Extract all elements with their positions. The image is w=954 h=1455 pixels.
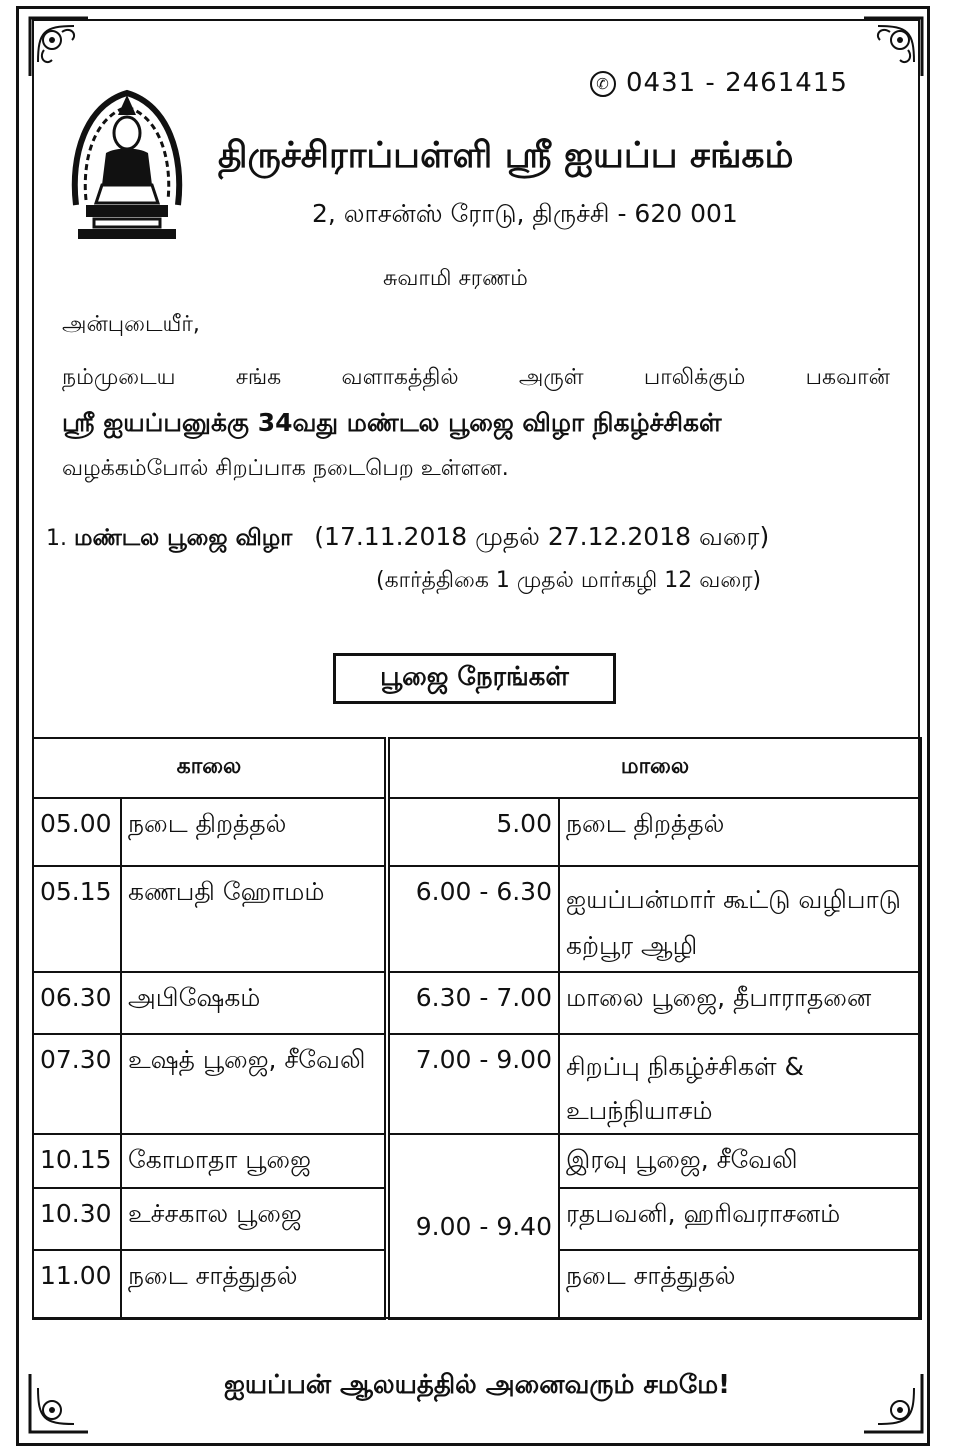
evening-header: மாலை [387, 738, 921, 798]
phone-number: ✆ 0431 - 2461415 [590, 68, 848, 98]
letter-line-2: ஸ்ரீ ஐயப்பனுக்கு 34வது மண்டல பூஜை விழா நிகழ்ச்சிகள் [62, 408, 722, 437]
merged-time-cell: 9.00 - 9.40 [387, 1134, 559, 1319]
event-dates: (17.11.2018 முதல் 27.12.2018 வரை) [314, 522, 770, 551]
letter-line-3: வழக்கம்போல் சிறப்பாக நடைபெற உள்ளன. [62, 456, 509, 481]
event-item: 1. மண்டல பூஜை விழா (17.11.2018 முதல் 27.12.2018 வரை) [46, 522, 770, 551]
ayyappa-deity-icon [66, 85, 188, 243]
event-name: மண்டல பூஜை விழா [74, 525, 293, 551]
table-row: 10.30 உச்சகால பூஜை ரதபவனி, ஹரிவராசனம் [33, 1188, 921, 1250]
event-tamil-dates: (கார்த்திகை 1 முதல் மார்கழி 12 வரை) [376, 568, 762, 593]
table-row: 05.15 கணபதி ஹோமம் 6.00 - 6.30 ஐயப்பன்மார் கூட்டு வழிபாடு கற்பூர ஆழி [33, 866, 921, 972]
table-row: 10.15 கோமாதா பூஜை 9.00 - 9.40 இரவு பூஜை, சீவேலி [33, 1134, 921, 1188]
table-row: 06.30 அபிஷேகம் 6.30 - 7.00 மாலை பூஜை, தீபாராதனை [33, 972, 921, 1034]
phone-icon: ✆ [590, 71, 616, 97]
table-row: 05.00 நடை திறத்தல் 5.00 நடை திறத்தல் [33, 798, 921, 866]
table-row: 11.00 நடை சாத்துதல் நடை சாத்துதல் [33, 1250, 921, 1319]
table-row: 07.30 உஷத் பூஜை, சீவேலி 7.00 - 9.00 சிறப்பு நிகழ்ச்சிகள் & உபந்நியாசம் [33, 1034, 921, 1134]
organization-address: 2, லாசன்ஸ் ரோடு, திருச்சி - 620 001 [312, 199, 738, 228]
footer-slogan: ஐயப்பன் ஆலயத்தில் அனைவரும் சமமே! [224, 1370, 730, 1400]
corner-ornament-icon [24, 12, 94, 82]
schedule-table [32, 737, 922, 1320]
greeting: அன்புடையீர், [62, 312, 200, 337]
table-header-row [33, 738, 921, 798]
letter-line-1: நம்முடைய சங்க வளாகத்தில் அருள் பாலிக்கும் பகவான் [62, 365, 890, 390]
morning-header: காலை [33, 738, 387, 798]
invocation: சுவாமி சரணம் [383, 266, 528, 291]
corner-ornament-icon [858, 12, 928, 82]
organization-title: திருச்சிராப்பள்ளி ஸ்ரீ ஐயப்ப சங்கம் [218, 135, 794, 176]
schedule-heading: பூஜை நேரங்கள் [333, 653, 616, 704]
